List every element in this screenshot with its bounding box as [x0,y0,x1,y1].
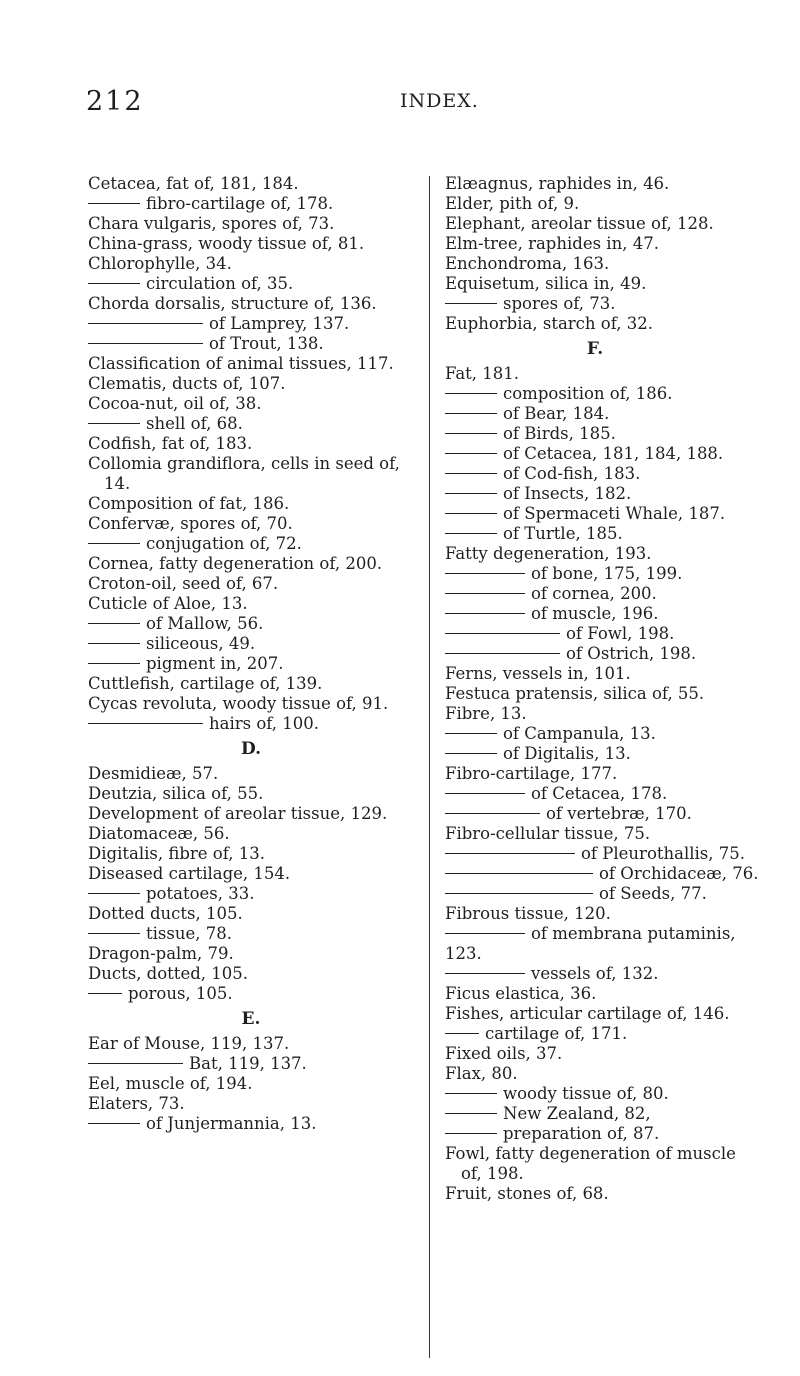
index-entry: Fatty degeneration, 193. [445,544,652,563]
index-entry: Cornea, fatty degeneration of, 200. [88,554,383,573]
index-subentry: of Seeds, 77. [445,884,745,904]
index-entry: Festuca pratensis, silica of, 55. [445,684,705,703]
index-entry: Deutzia, silica of, 55. [88,784,264,803]
index-subentry: of Trout, 138. [88,334,414,354]
page-number: 212 [86,86,144,117]
index-entry: Elaters, 73. [88,1094,185,1113]
index-subentry: vessels of, 132. [445,964,745,984]
index-subentry: of Spermaceti Whale, 187. [445,504,745,524]
index-subentry: hairs of, 100. [88,714,414,734]
index-entry: Elæagnus, raphides in, 46. [445,174,670,193]
index-entry: Dotted ducts, 105. [88,904,243,923]
index-subentry: of membrana putaminis, 123. [445,924,736,963]
index-subentry: woody tissue of, 80. [445,1084,745,1104]
index-entry: Clematis, ducts of, 107. [88,374,286,393]
section-letter-d: D. [240,739,262,759]
index-subentry: circulation of, 35. [88,274,414,294]
index-entry: Fowl, fatty degeneration of muscle of, 198. [445,1144,736,1183]
index-entry: Fibre, 13. [445,704,527,723]
index-subentry: of Lamprey, 137. [88,314,414,334]
index-subentry: of Junjermannia, 13. [88,1114,414,1134]
index-subentry: siliceous, 49. [88,634,414,654]
index-subentry: spores of, 73. [445,294,745,314]
index-subentry: of Cod-fish, 183. [445,464,745,484]
index-entry: Fat, 181. [445,364,520,383]
index-entry: Collomia grandiflora, cells in seed of, 14. [88,454,400,493]
index-subentry: of bone, 175, 199. [445,564,745,584]
index-subentry: conjugation of, 72. [88,534,414,554]
index-subentry: of Orchidaceæ, 76. [445,864,745,884]
index-subentry: of muscle, 196. [445,604,745,624]
index-subentry: fibro-cartilage of, 178. [88,194,414,214]
index-subentry: composition of, 186. [445,384,745,404]
index-entry: Desmidieæ, 57. [88,764,219,783]
index-entry: Classification of animal tissues, 117. [88,354,394,373]
index-entry: Cetacea, fat of, 181, 184. [88,174,299,193]
index-subentry: of Birds, 185. [445,424,745,444]
index-subentry: Bat, 119, 137. [88,1054,414,1074]
index-subentry: of Turtle, 185. [445,524,745,544]
index-entry: Enchondroma, 163. [445,254,610,273]
index-entry: Ficus elastica, 36. [445,984,597,1003]
index-entry: Fruit, stones of, 68. [445,1184,609,1203]
index-subentry: tissue, 78. [88,924,414,944]
index-entry: Flax, 80. [445,1064,518,1083]
index-entry: Composition of fat, 186. [88,494,290,513]
index-subentry: preparation of, 87. [445,1124,745,1144]
index-entry: China-grass, woody tissue of, 81. [88,234,365,253]
index-entry: Cocoa-nut, oil of, 38. [88,394,262,413]
index-entry: Chlorophylle, 34. [88,254,232,273]
index-entry: Croton-oil, seed of, 67. [88,574,279,593]
index-subentry: of Cetacea, 181, 184, 188. [445,444,745,464]
index-entry: Fixed oils, 37. [445,1044,563,1063]
index-entry: Chara vulgaris, spores of, 73. [88,214,335,233]
index-subentry: of Insects, 182. [445,484,745,504]
index-entry: Fibro-cellular tissue, 75. [445,824,651,843]
index-entry: Fibro-cartilage, 177. [445,764,618,783]
index-entry: Diseased cartilage, 154. [88,864,291,883]
index-column-right [445,174,759,1204]
index-entry: Ear of Mouse, 119, 137. [88,1034,290,1053]
index-entry: Fibrous tissue, 120. [445,904,611,923]
page-header [0,86,800,126]
index-subentry: of Fowl, 198. [445,624,745,644]
index-subentry: of Bear, 184. [445,404,745,424]
index-subentry: New Zealand, 82, [445,1104,745,1124]
index-entry: Cuticle of Aloe, 13. [88,594,248,613]
index-subentry: of Mallow, 56. [88,614,414,634]
section-letter-f: F. [586,339,604,359]
section-letter-e: E. [241,1009,261,1029]
index-entry: Cuttlefish, cartilage of, 139. [88,674,323,693]
index-subentry: of Pleurothallis, 75. [445,844,745,864]
index-entry: Chorda dorsalis, structure of, 136. [88,294,377,313]
index-subentry: pigment in, 207. [88,654,414,674]
index-subentry: of cornea, 200. [445,584,745,604]
index-entry: Development of areolar tissue, 129. [88,804,388,823]
index-column-left [88,174,414,1134]
index-subentry: of vertebræ, 170. [445,804,745,824]
index-entry: Dragon-palm, 79. [88,944,234,963]
index-entry: Ducts, dotted, 105. [88,964,248,983]
index-subentry: of Cetacea, 178. [445,784,745,804]
index-entry: Elder, pith of, 9. [445,194,580,213]
index-entry: Fishes, articular cartilage of, 146. [445,1004,730,1023]
index-entry: Elm-tree, raphides in, 47. [445,234,659,253]
index-entry: Cycas revoluta, woody tissue of, 91. [88,694,389,713]
index-subentry: potatoes, 33. [88,884,414,904]
index-entry: Elephant, areolar tissue of, 128. [445,214,714,233]
index-entry: Diatomaceæ, 56. [88,824,230,843]
index-subentry: shell of, 68. [88,414,414,434]
index-entry: Euphorbia, starch of, 32. [445,314,653,333]
index-entry: Confervæ, spores of, 70. [88,514,293,533]
index-subentry: cartilage of, 171. [445,1024,745,1044]
index-subentry: of Campanula, 13. [445,724,745,744]
column-divider [429,176,430,1358]
index-subentry: porous, 105. [88,984,414,1004]
index-subentry: of Digitalis, 13. [445,744,745,764]
index-entry: Codfish, fat of, 183. [88,434,253,453]
index-entry: Eel, muscle of, 194. [88,1074,253,1093]
page-title: INDEX. [400,90,479,112]
index-entry: Equisetum, silica in, 49. [445,274,647,293]
index-entry: Ferns, vessels in, 101. [445,664,631,683]
index-subentry: of Ostrich, 198. [445,644,745,664]
index-entry: Digitalis, fibre of, 13. [88,844,265,863]
